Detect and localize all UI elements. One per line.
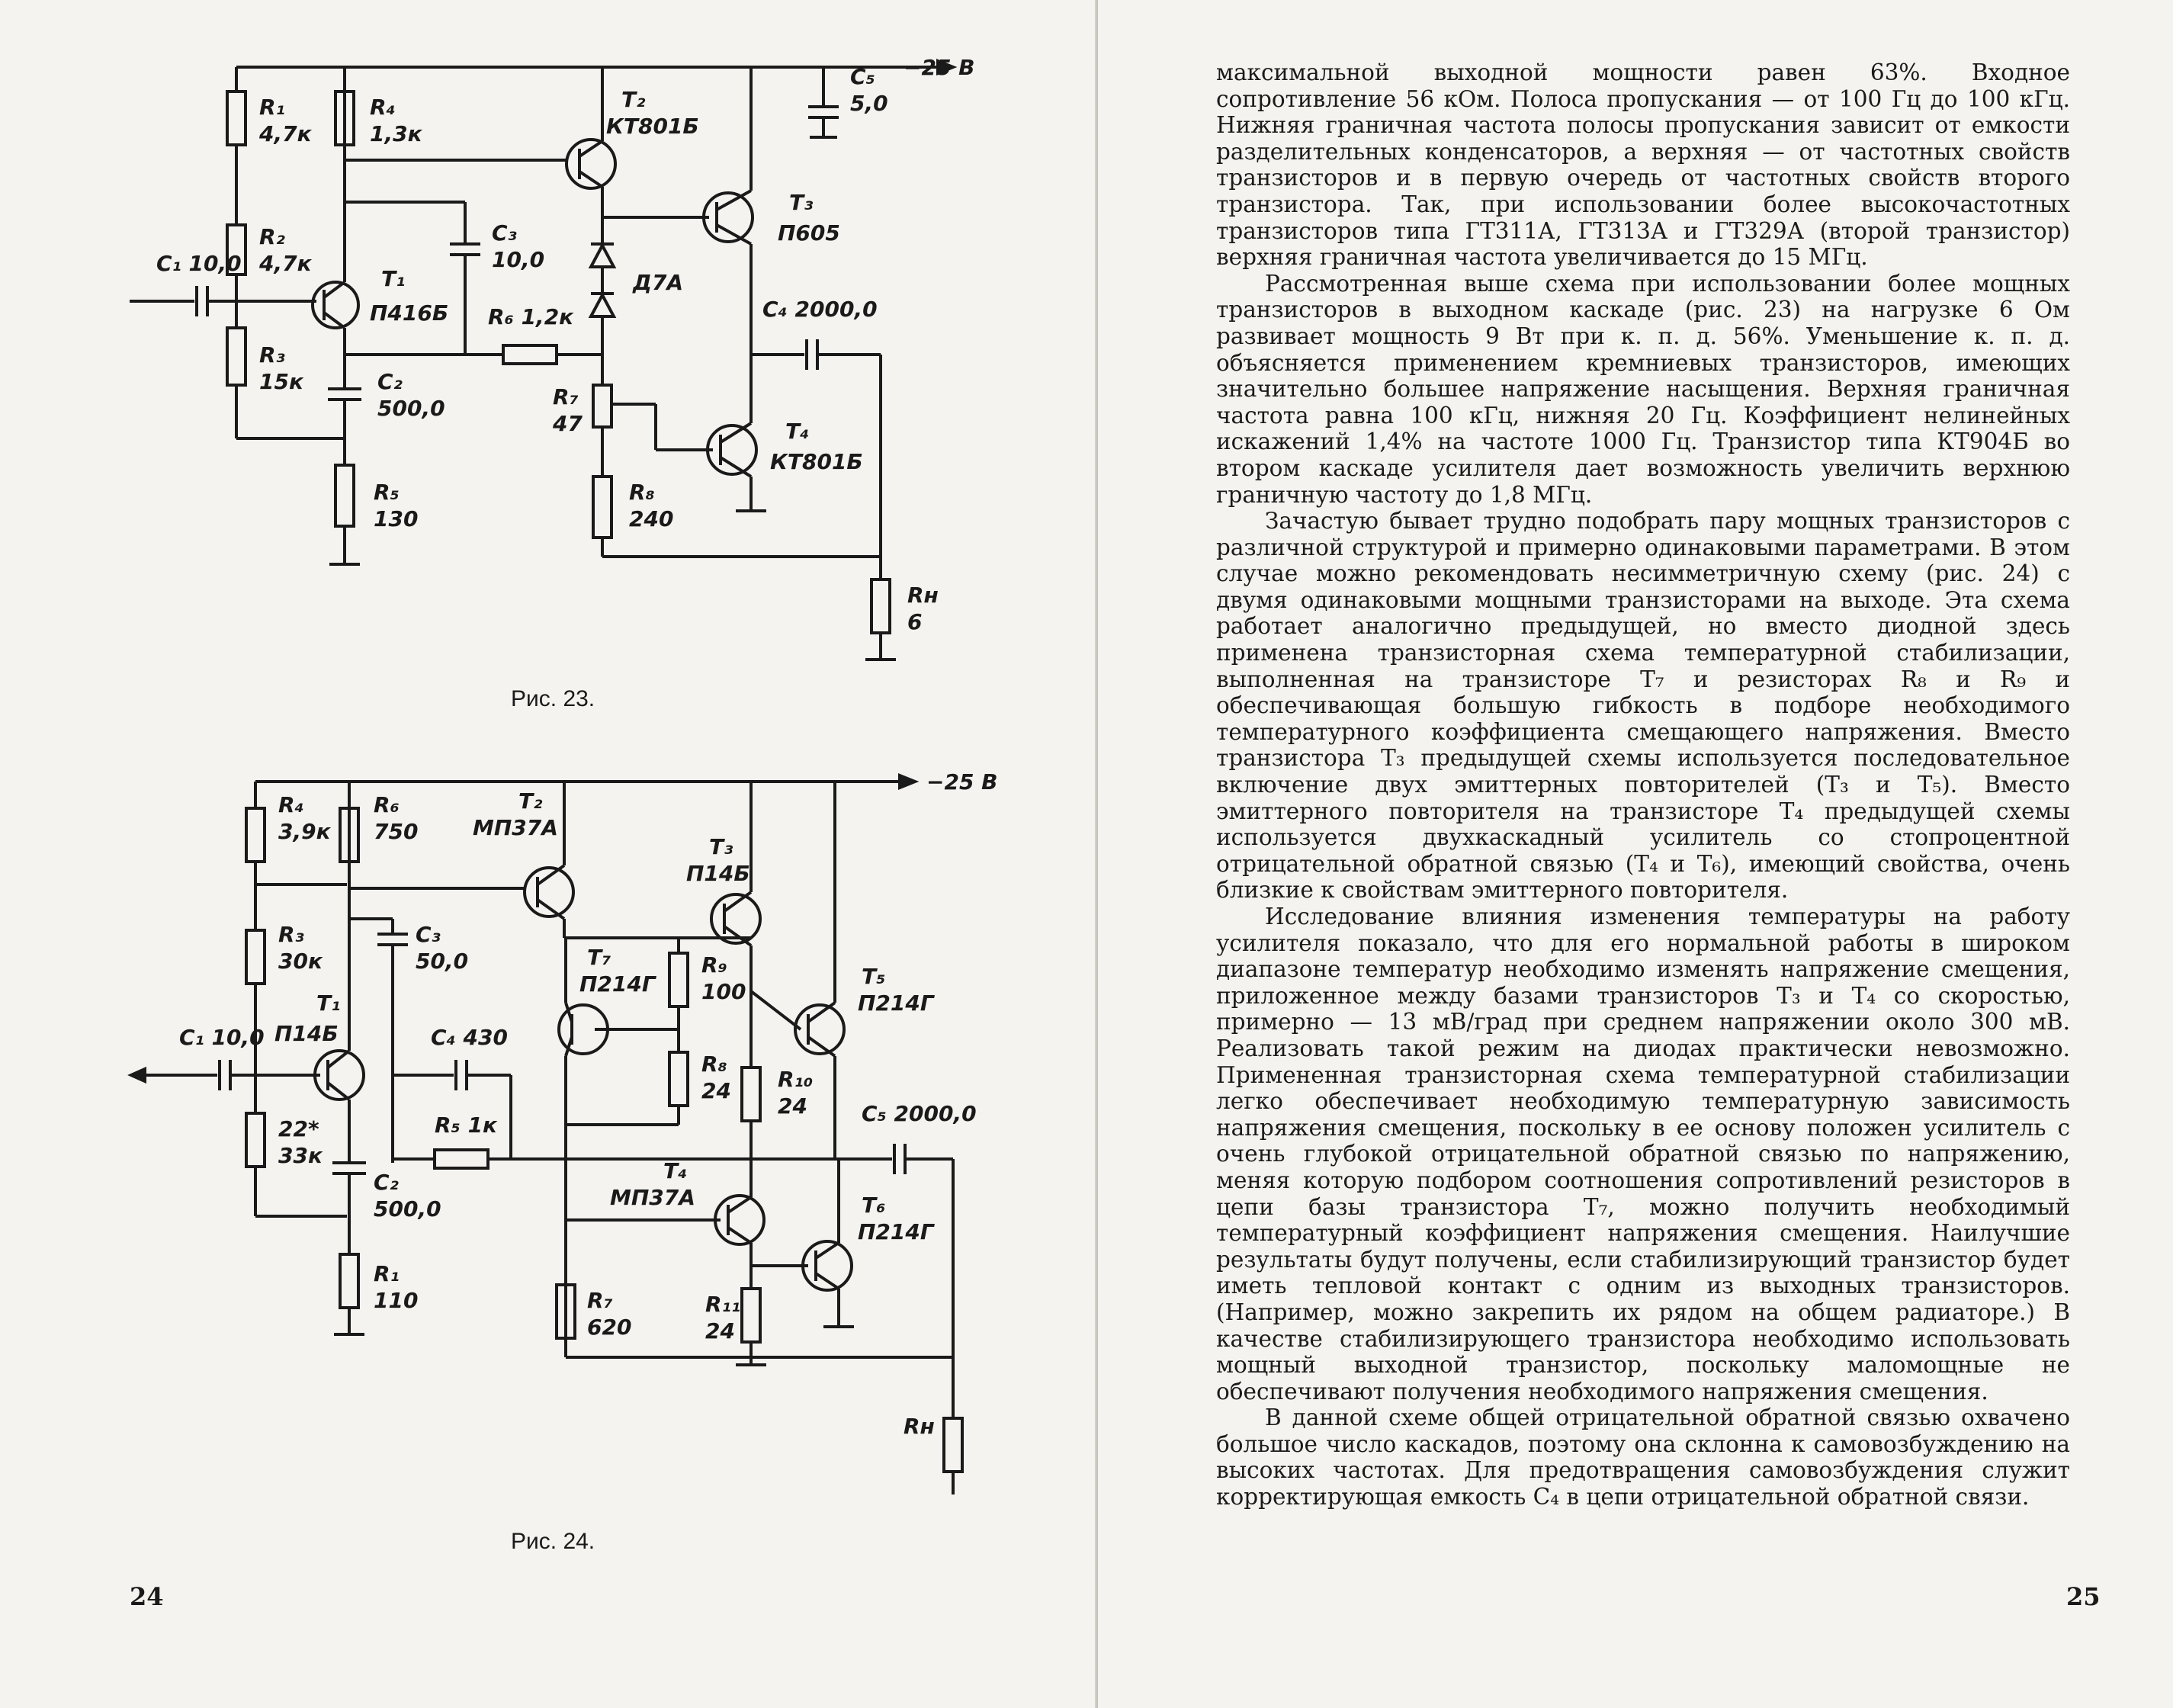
fig23-r2-value: 4,7к <box>259 251 312 276</box>
fig23-rn-value: 6 <box>907 609 923 634</box>
fig24-r9: R₉ <box>701 952 727 978</box>
fig24-t1: T₁ <box>316 990 341 1016</box>
fig23-c1: C₁ 10,0 <box>156 251 242 276</box>
fig24-t1-type: П14Б <box>274 1021 339 1046</box>
fig24-r22-value: 33к <box>278 1143 323 1168</box>
fig23-r7-value: 47 <box>553 411 583 436</box>
fig23-c5: C₅ <box>850 64 875 89</box>
fig24-r10: R₁₀ <box>778 1067 814 1092</box>
fig23-rn: Rн <box>907 583 939 608</box>
figure-24-schematic <box>0 747 1098 1556</box>
fig24-r1-value: 110 <box>374 1288 419 1313</box>
fig23-r1-value: 4,7к <box>259 121 312 146</box>
fig23-t2: T₂ <box>621 87 646 112</box>
fig24-r4: R₄ <box>278 792 304 817</box>
fig24-r1: R₁ <box>374 1261 400 1286</box>
fig24-supply: −25 В <box>926 769 998 795</box>
fig24-t2-type: МП37А <box>473 815 558 840</box>
fig23-c5-value: 5,0 <box>850 91 888 116</box>
fig23-t3-type: П605 <box>778 220 840 246</box>
fig24-c2-value: 500,0 <box>374 1196 441 1222</box>
fig23-r3-value: 15к <box>259 369 303 394</box>
fig23-r4-value: 1,3к <box>370 121 422 146</box>
fig23-r8-value: 240 <box>629 506 674 531</box>
fig24-r8: R₈ <box>701 1051 727 1077</box>
fig23-r6: R₆ 1,2к <box>488 304 574 329</box>
fig24-rn: Rн <box>904 1414 935 1439</box>
fig23-c4: C₄ 2000,0 <box>762 297 878 322</box>
fig24-t4: T₄ <box>663 1158 688 1183</box>
fig23-t1-type: П416Б <box>370 300 449 326</box>
fig23-c2: C₂ <box>377 369 403 394</box>
fig23-r4: R₄ <box>370 95 396 120</box>
fig24-t5: T₅ <box>862 964 886 989</box>
paragraph: В данной схеме общей отрицательной обратной связью охвачено большое число каскадов, поэтому она склонна к самовозбуждению на высоких частотах. Для предотвращения самовозбуждения служит корректирующая емкость C₄ в цепи отрицательной обратной связи. <box>1216 1405 2070 1511</box>
fig23-diode: Д7А <box>633 270 684 295</box>
fig23-c3: C₃ <box>492 220 517 246</box>
fig23-r3: R₃ <box>259 342 285 368</box>
fig24-r5: R₅ 1к <box>435 1112 498 1138</box>
fig23-t2-type: КТ801Б <box>606 114 699 139</box>
fig23-c2-value: 500,0 <box>377 396 445 421</box>
right-page <box>1098 0 2173 1708</box>
fig24-r11: R₁₁ <box>705 1292 741 1317</box>
fig23-supply: −25 В <box>904 55 975 80</box>
fig24-r3-value: 30к <box>278 949 323 974</box>
fig24-t3: T₃ <box>709 834 733 859</box>
paragraph: максимальной выходной мощности равен 63%. Входное сопротивление 56 кОм. Полоса пропускания — от 100 Гц до 100 кГц. Нижняя граничная частота полосы пропускания зависит от емкости разделительных конденсаторов, а верхняя — от частотных свойств транзисторов и в первую очередь от частотных свойств второго транзистора. Так, при использовании более высокочастотных транзисторов типа ГТ311А, ГТ313А и ГТ329А (второй транзистор) верхняя граничная частота увеличивается до 15 МГц. <box>1216 59 2070 271</box>
fig24-t7: T₇ <box>587 945 611 970</box>
fig24-r3: R₃ <box>278 922 304 947</box>
fig24-r8-value: 24 <box>701 1078 731 1103</box>
fig23-c3-value: 10,0 <box>492 247 545 272</box>
page-number-left: 24 <box>130 1582 164 1611</box>
fig23-t4-type: КТ801Б <box>770 449 863 474</box>
body-text <box>1216 59 2070 1511</box>
fig24-t5-type: П214Г <box>858 990 934 1016</box>
fig24-c5: C₅ 2000,0 <box>862 1101 977 1126</box>
fig23-t4: T₄ <box>785 419 810 444</box>
fig24-c3-value: 50,0 <box>416 949 469 974</box>
fig24-r10-value: 24 <box>778 1093 807 1119</box>
fig23-t1: T₁ <box>381 266 406 291</box>
fig24-c2: C₂ <box>374 1170 399 1195</box>
fig24-t6: T₆ <box>862 1193 886 1218</box>
fig23-r7: R₇ <box>553 384 579 409</box>
fig24-r7: R₇ <box>587 1288 613 1313</box>
fig24-r22: 22* <box>278 1116 319 1141</box>
fig24-r9-value: 100 <box>701 979 746 1004</box>
fig24-r6-value: 750 <box>374 819 419 844</box>
fig24-c3: C₃ <box>416 922 441 947</box>
fig24-t4-type: МП37А <box>610 1185 695 1210</box>
fig24-t3-type: П14Б <box>686 861 750 886</box>
fig24-c1: C₁ 10,0 <box>179 1025 265 1050</box>
fig23-r2: R₂ <box>259 224 285 249</box>
fig23-r1: R₁ <box>259 95 285 120</box>
fig24-c4: C₄ 430 <box>431 1025 509 1050</box>
fig23-r5: R₅ <box>374 480 400 505</box>
fig23-caption: Рис. 23. <box>511 686 595 711</box>
fig24-t2: T₂ <box>518 788 543 814</box>
fig24-r6: R₆ <box>374 792 400 817</box>
fig24-r4-value: 3,9к <box>278 819 331 844</box>
fig23-t3: T₃ <box>789 190 814 215</box>
paragraph: Исследование влияния изменения температуры на работу усилителя показало, что для его нормальной работы в широком диапазоне температур необходимо изменять напряжение смещения, приложенное между базами транзисторов T₃ и T₄ со скоростью, примерно — 13 мВ/град при среднем напряжении около 300 мВ. Реализовать такой режим на диодах практически невозможно. Примененная транзисторная схема температурной стабилизации легко обеспечивает необходимую температурную зависимость напряжения смещения, поскольку в ее основу положен усилитель с очень глубокой отрицательной обратной связью по напряжению, меняя которую подбором соотношения сопротивлений резисторов в цепи базы транзистора T₇, можно получить необходимый температурный коэффициент напряжения смещения. Наилучшие результаты будут получены, если стабилизирующий транзистор будет иметь тепловой контакт с одним из выходных транзисторов. (Например, можно закрепить их рядом на общем радиаторе.) В качестве стабилизирующего транзистора необходимо использовать мощный выходной транзистор, поскольку маломощные не обеспечивают получения необходимого напряжения смещения. <box>1216 904 2070 1405</box>
fig24-r7-value: 620 <box>587 1315 632 1340</box>
paragraph: Рассмотренная выше схема при использовании более мощных транзисторов в выходном каскаде (рис. 23) на нагрузке 6 Ом развивает мощность 9 Вт при к. п. д. 56%. Уменьшение к. п. д. объясняется применением кремниевых транзисторов, имеющих значительно большее напряжение насыщения. Верхняя граничная частота равна 100 кГц, нижняя 20 Гц. Коэффициент нелинейных искажений 1,4% на частоте 1000 Гц. Транзистор типа КТ904Б во втором каскаде усилителя дает возможность увеличить верхнюю граничную частоту до 1,8 МГц. <box>1216 270 2070 508</box>
fig24-t7-type: П214Г <box>579 971 656 997</box>
paragraph: Зачастую бывает трудно подобрать пару мощных транзисторов с различной структурой и примерно одинаковыми параметрами. В этом случае можно рекомендовать несимметричную схему (рис. 24) с двумя одинаковыми мощными транзисторами на выходе. Эта схема работает аналогично предыдущей, но вместо диодной здесь применена транзисторная схема температурной стабилизации, выполненная на транзисторе T₇ и резисторах R₈ и R₉ и обеспечивающая большую гибкость в подборе необходимого температурного коэффициента смещающего напряжения. Вместо транзистора T₃ предыдущей схемы используется последовательное включение двух эмиттерных повторителей (T₃ и T₅). Вместо эмиттерного повторителя на транзисторе T₄ предыдущей схемы используется двухкаскадный усилитель со стопроцентной отрицательной обратной связью (T₄ и T₆), имеющий свойства, очень близкие к свойствам эмиттерного повторителя. <box>1216 508 2070 904</box>
fig23-r5-value: 130 <box>374 506 419 531</box>
fig24-caption: Рис. 24. <box>511 1529 595 1554</box>
fig24-r11-value: 24 <box>705 1318 735 1344</box>
fig24-t6-type: П214Г <box>858 1219 934 1244</box>
figure-23-schematic <box>0 0 1098 671</box>
page-number-right: 25 <box>2066 1582 2101 1611</box>
fig23-r8: R₈ <box>629 480 655 505</box>
